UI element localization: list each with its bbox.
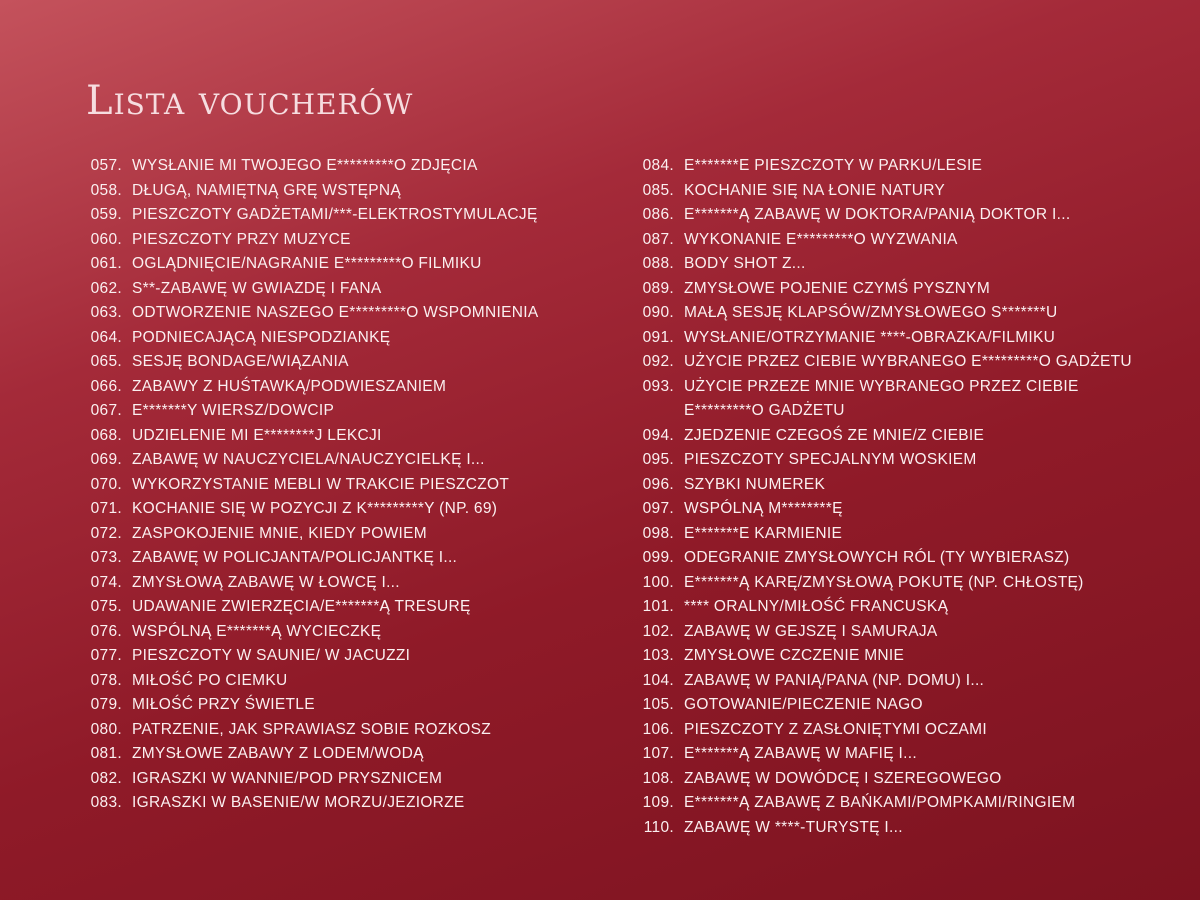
voucher-text: E*******Ą ZABAWĘ W DOKTORA/PANIĄ DOKTOR I... [684, 206, 1071, 223]
voucher-number: 091. [642, 328, 674, 346]
voucher-text: IGRASZKI W WANNIE/POD PRYSZNICEM [132, 769, 443, 787]
voucher-text: E*******Y WIERSZ/DOWCIP [132, 402, 335, 419]
voucher-list-left [78, 154, 598, 816]
voucher-text: PIESZCZOTY SPECJALNYM WOSKIEM [684, 451, 977, 468]
voucher-text: DŁUGĄ, NAMIĘTNĄ GRĘ WSTĘPNĄ [132, 181, 402, 199]
voucher-text: WSPÓLNĄ E*******Ą WYCIECZKĘ [132, 622, 382, 640]
voucher-text: PIESZCZOTY W SAUNIE/ W JACUZZI [132, 647, 411, 664]
voucher-number: 071. [90, 500, 122, 517]
voucher-number: 093. [642, 377, 674, 395]
voucher-item [78, 497, 598, 522]
voucher-text: UŻYCIE PRZEZE MNIE WYBRANEGO PRZEZ CIEBIE [684, 377, 1079, 395]
voucher-text: WYSŁANIE/OTRZYMANIE ****-OBRAZKA/FILMIKU [684, 328, 1056, 346]
voucher-text: ZABAWĘ W POLICJANTA/POLICJANTKĘ I... [132, 549, 458, 566]
voucher-text: UDZIELENIE MI E********J LEKCJI [132, 426, 382, 444]
voucher-item [78, 571, 598, 596]
voucher-item [630, 620, 1170, 645]
voucher-text: E*******E KARMIENIE [684, 524, 843, 542]
voucher-number: 084. [642, 157, 674, 174]
voucher-item [78, 375, 598, 400]
voucher-text: KOCHANIE SIĘ NA ŁONIE NATURY [684, 181, 946, 199]
voucher-item [630, 203, 1170, 228]
voucher-number: 082. [90, 769, 122, 787]
voucher-text: OGLĄDNIĘCIE/NAGRANIE E*********O FILMIKU [132, 255, 482, 272]
voucher-list-right [630, 154, 1170, 840]
voucher-text: UŻYCIE PRZEZ CIEBIE WYBRANEGO E*********O GADŻETU [684, 353, 1132, 370]
voucher-item [78, 644, 598, 669]
voucher-text: ZASPOKOJENIE MNIE, KIEDY POWIEM [132, 524, 427, 542]
voucher-item [630, 424, 1170, 449]
voucher-text: PIESZCZOTY Z ZASŁONIĘTYMI OCZAMI [684, 720, 987, 738]
voucher-number: 103. [642, 647, 674, 664]
voucher-item [630, 595, 1170, 620]
voucher-item [78, 252, 598, 277]
voucher-item [630, 742, 1170, 767]
voucher-item [78, 228, 598, 253]
voucher-text: MAŁĄ SESJĘ KLAPSÓW/ZMYSŁOWEGO S*******U [684, 304, 1058, 321]
voucher-number: 104. [642, 671, 674, 689]
voucher-number: 095. [642, 451, 674, 468]
voucher-number: 059. [90, 206, 122, 223]
voucher-number: 067. [90, 402, 122, 419]
voucher-number: 087. [642, 230, 674, 248]
voucher-item [78, 791, 598, 816]
voucher-item [630, 179, 1170, 204]
voucher-text: ZMYSŁOWĄ ZABAWĘ W ŁOWCĘ I... [132, 573, 400, 591]
voucher-item [630, 252, 1170, 277]
voucher-item [630, 350, 1170, 375]
voucher-number: 094. [642, 426, 674, 444]
voucher-text: ZJEDZENIE CZEGOŚ ZE MNIE/Z CIEBIE [684, 426, 985, 444]
voucher-item [630, 473, 1170, 498]
voucher-item [78, 448, 598, 473]
voucher-text: GOTOWANIE/PIECZENIE NAGO [684, 696, 923, 713]
voucher-item [630, 497, 1170, 522]
voucher-text: E*******Ą KARĘ/ZMYSŁOWĄ POKUTĘ (NP. CHŁOSTĘ) [684, 573, 1084, 591]
voucher-number: 075. [90, 598, 122, 615]
voucher-number: 085. [642, 181, 674, 199]
voucher-text: PODNIECAJĄCĄ NIESPODZIANKĘ [132, 328, 391, 346]
voucher-number: 072. [90, 524, 122, 542]
voucher-number: 073. [90, 549, 122, 566]
voucher-number: 070. [90, 475, 122, 493]
voucher-item [630, 669, 1170, 694]
voucher-item [78, 767, 598, 792]
voucher-text: ZMYSŁOWE ZABAWY Z LODEM/WODĄ [132, 745, 424, 762]
voucher-item [78, 718, 598, 743]
voucher-text: ZABAWĘ W PANIĄ/PANA (NP. DOMU) I... [684, 671, 985, 689]
voucher-item [78, 595, 598, 620]
voucher-item [78, 326, 598, 351]
voucher-number: 097. [642, 500, 674, 517]
voucher-number: 098. [642, 524, 674, 542]
voucher-number: 090. [642, 304, 674, 321]
voucher-text: PATRZENIE, JAK SPRAWIASZ SOBIE ROZKOSZ [132, 720, 492, 738]
voucher-text: ZABAWY Z HUŚTAWKĄ/PODWIESZANIEM [132, 377, 447, 395]
voucher-item [78, 546, 598, 571]
voucher-number: 065. [90, 353, 122, 370]
voucher-item [630, 375, 1170, 400]
voucher-item [630, 399, 1170, 424]
voucher-number: 099. [642, 549, 674, 566]
voucher-number: 058. [90, 181, 122, 199]
voucher-number: 076. [90, 622, 122, 640]
voucher-number: 083. [90, 794, 122, 811]
voucher-text: E*******Ą ZABAWĘ Z BAŃKAMI/POMPKAMI/RINGIEM [684, 794, 1076, 811]
voucher-number: 102. [642, 622, 674, 640]
voucher-text: ODTWORZENIE NASZEGO E*********O WSPOMNIENIA [132, 304, 539, 321]
voucher-number: 108. [642, 769, 674, 787]
voucher-number: 100. [642, 573, 674, 591]
voucher-item [630, 326, 1170, 351]
voucher-text: MIŁOŚĆ PO CIEMKU [132, 671, 288, 689]
voucher-item [630, 718, 1170, 743]
voucher-item [630, 693, 1170, 718]
voucher-item [630, 277, 1170, 302]
voucher-text: WYKORZYSTANIE MEBLI W TRAKCIE PIESZCZOT [132, 475, 510, 493]
voucher-number: 092. [642, 353, 674, 370]
voucher-text: WYKONANIE E*********O WYZWANIA [684, 230, 958, 248]
voucher-number: 088. [642, 255, 674, 272]
voucher-number: 105. [642, 696, 674, 713]
voucher-text: KOCHANIE SIĘ W POZYCJI Z K*********Y (NP. 69) [132, 500, 498, 517]
voucher-text: PIESZCZOTY GADŻETAMI/***-ELEKTROSTYMULACJĘ [132, 206, 538, 223]
voucher-item [630, 546, 1170, 571]
voucher-item [78, 742, 598, 767]
voucher-item [78, 277, 598, 302]
voucher-item [78, 203, 598, 228]
voucher-text: ZABAWĘ W ****-TURYSTĘ I... [684, 818, 903, 836]
voucher-number: 078. [90, 671, 122, 689]
voucher-item [78, 620, 598, 645]
voucher-text: ZABAWĘ W GEJSZĘ I SAMURAJA [684, 622, 938, 640]
voucher-number: 077. [90, 647, 122, 664]
voucher-text: BODY SHOT Z... [684, 255, 806, 272]
voucher-number: 057. [90, 157, 122, 174]
voucher-number: 109. [642, 794, 674, 811]
voucher-text: S**-ZABAWĘ W GWIAZDĘ I FANA [132, 279, 382, 297]
voucher-number: 069. [90, 451, 122, 468]
voucher-number: 062. [90, 279, 122, 297]
voucher-number: 101. [642, 598, 674, 615]
voucher-text: ZABAWĘ W DOWÓDCĘ I SZEREGOWEGO [684, 769, 1002, 787]
page-title: Lista voucherów [86, 78, 414, 124]
voucher-item [630, 448, 1170, 473]
voucher-text: E*******Ą ZABAWĘ W MAFIĘ I... [684, 745, 917, 762]
voucher-text: E*******E PIESZCZOTY W PARKU/LESIE [684, 157, 983, 174]
voucher-item [78, 399, 598, 424]
voucher-number: 096. [642, 475, 674, 493]
voucher-number: 107. [642, 745, 674, 762]
voucher-number: 081. [90, 745, 122, 762]
voucher-text: UDAWANIE ZWIERZĘCIA/E*******Ą TRESURĘ [132, 598, 471, 615]
voucher-item [630, 816, 1170, 841]
voucher-item [78, 179, 598, 204]
voucher-item [630, 767, 1170, 792]
voucher-item [78, 350, 598, 375]
voucher-number: 060. [90, 230, 122, 248]
voucher-item [78, 424, 598, 449]
voucher-number: 063. [90, 304, 122, 321]
voucher-text: ODEGRANIE ZMYSŁOWYCH RÓL (TY WYBIERASZ) [684, 549, 1070, 566]
voucher-item [630, 571, 1170, 596]
voucher-number: 079. [90, 696, 122, 713]
voucher-item [630, 154, 1170, 179]
voucher-item [630, 301, 1170, 326]
voucher-text: ZMYSŁOWE POJENIE CZYMŚ PYSZNYM [684, 279, 991, 297]
voucher-item [630, 522, 1170, 547]
voucher-item [78, 154, 598, 179]
voucher-text: WSPÓLNĄ M********Ę [684, 500, 843, 517]
voucher-text: WYSŁANIE MI TWOJEGO E*********O ZDJĘCIA [132, 157, 478, 174]
voucher-item [630, 228, 1170, 253]
voucher-text: **** ORALNY/MIŁOŚĆ FRANCUSKĄ [684, 598, 949, 615]
voucher-text: ZABAWĘ W NAUCZYCIELA/NAUCZYCIELKĘ I... [132, 451, 485, 468]
voucher-text: PIESZCZOTY PRZY MUZYCE [132, 230, 351, 248]
voucher-text: IGRASZKI W BASENIE/W MORZU/JEZIORZE [132, 794, 465, 811]
voucher-item [630, 644, 1170, 669]
voucher-number: 061. [90, 255, 122, 272]
voucher-item [630, 791, 1170, 816]
voucher-number: 074. [90, 573, 122, 591]
voucher-text: SESJĘ BONDAGE/WIĄZANIA [132, 353, 349, 370]
voucher-text: MIŁOŚĆ PRZY ŚWIETLE [132, 696, 315, 713]
voucher-text: E*********O GADŻETU [684, 402, 845, 419]
voucher-item [78, 693, 598, 718]
voucher-number: 080. [90, 720, 122, 738]
voucher-number: 089. [642, 279, 674, 297]
voucher-number: 068. [90, 426, 122, 444]
voucher-number: 064. [90, 328, 122, 346]
voucher-number: 110. [643, 818, 674, 836]
voucher-item [78, 473, 598, 498]
voucher-number: 106. [642, 720, 674, 738]
voucher-item [78, 669, 598, 694]
voucher-number: 086. [642, 206, 674, 223]
voucher-text: SZYBKI NUMEREK [684, 475, 826, 493]
voucher-item [78, 522, 598, 547]
voucher-item [78, 301, 598, 326]
voucher-text: ZMYSŁOWE CZCZENIE MNIE [684, 647, 905, 664]
voucher-number: 066. [90, 377, 122, 395]
